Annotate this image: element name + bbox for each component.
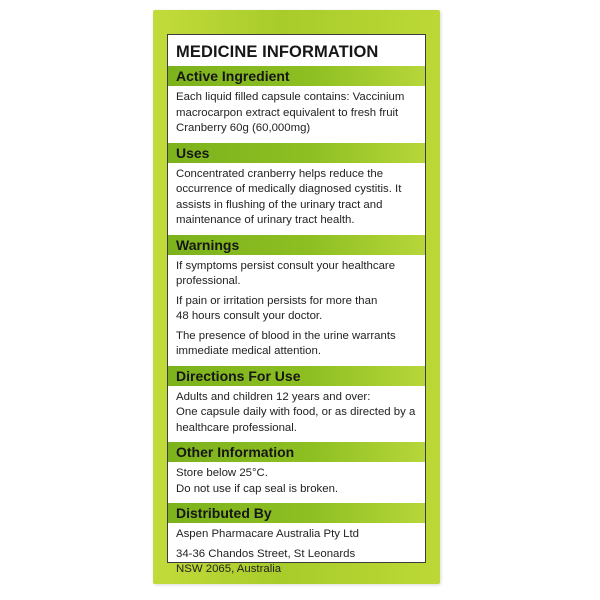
text-line: Each liquid filled capsule contains: Vaccinium [176, 91, 405, 103]
text-line: The presence of blood in the urine warrants [176, 329, 396, 342]
text-line: Concentrated cranberry helps reduce the [176, 167, 384, 180]
medicine-info-panel [167, 34, 426, 575]
paragraph [176, 329, 417, 360]
text-line: Do not use if cap seal is broken. [176, 482, 339, 495]
text-line: immediate medical attention. [176, 345, 321, 357]
paragraph [176, 547, 417, 578]
text-line: macrocarpon extract equivalent to fresh fruit [176, 106, 399, 119]
text-line: If pain or irritation persists for more than [176, 294, 378, 307]
section-body-other-information [168, 462, 425, 503]
text-line: If symptoms persist consult your healthcare [176, 259, 396, 272]
page-title: MEDICINE INFORMATION [176, 43, 379, 61]
text-line: 34-36 Chandos Street, St Leonards [176, 547, 356, 560]
section-header-other-information: Other Information [168, 442, 425, 462]
section-body-uses [168, 163, 425, 235]
section-body-warnings [168, 255, 425, 366]
section-body-active-ingredient [168, 86, 425, 143]
text-line: NSW 2065, Australia [176, 563, 282, 575]
section-header-active-ingredient: Active Ingredient [168, 66, 425, 86]
section-header-warnings: Warnings [168, 235, 425, 255]
text-line: assists in flushing of the urinary tract and [176, 198, 383, 211]
paragraph [176, 466, 417, 497]
paragraph [176, 527, 417, 543]
paragraph [176, 259, 417, 290]
section-header-directions: Directions For Use [168, 366, 425, 386]
text-line: Cranberry 60g (60,000mg) [176, 122, 311, 134]
paragraph [176, 294, 417, 325]
section-header-distributed-by: Distributed By [168, 503, 425, 523]
section-body-distributed-by [168, 523, 425, 584]
section-body-directions [168, 386, 425, 443]
paragraph [176, 390, 417, 437]
paragraph [176, 167, 417, 229]
paragraph [176, 90, 417, 137]
text-line: healthcare professional. [176, 421, 297, 434]
section-header-uses: Uses [168, 143, 425, 163]
text-line: 48 hours consult your doctor. [176, 310, 323, 322]
text-line: Store below 25°C. [176, 467, 268, 479]
text-line: Adults and children 12 years and over: [176, 390, 371, 403]
text-line: professional. [176, 275, 241, 287]
package-back [153, 10, 440, 584]
text-line: maintenance of urinary tract health. [176, 214, 355, 226]
text-line: occurrence of medically diagnosed cystitis. It [176, 183, 402, 195]
text-line: One capsule daily with food, or as directed by a [176, 406, 416, 418]
text-line: Aspen Pharmacare Australia Pty Ltd [176, 528, 359, 540]
